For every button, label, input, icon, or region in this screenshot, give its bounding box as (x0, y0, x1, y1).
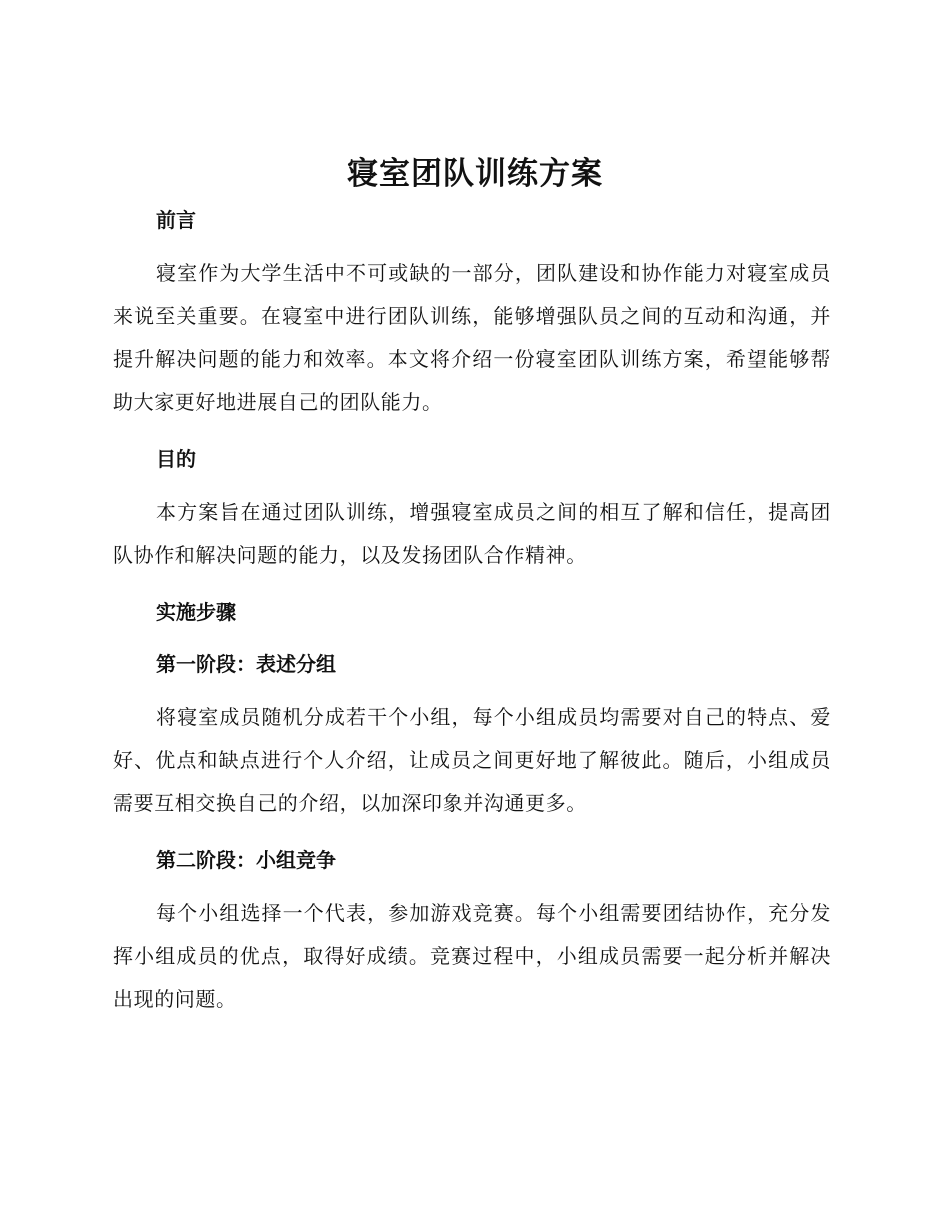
section-heading-purpose: 目的 (156, 447, 196, 471)
paragraph-purpose: 本方案旨在通过团队训练，增强寝室成员之间的相互了解和信任，提高团队协作和解决问题的能力，以及发扬团队合作精神。 (113, 500, 831, 567)
document-body (113, 200, 831, 1021)
section-heading-preface: 前言 (156, 208, 196, 232)
section-heading-steps: 实施步骤 (156, 600, 236, 624)
section-heading-phase1: 第一阶段：表述分组 (156, 652, 336, 676)
section-heading-phase2: 第二阶段：小组竞争 (156, 848, 336, 872)
paragraph-preface: 寝室作为大学生活中不可或缺的一部分，团队建设和协作能力对寝室成员来说至关重要。在寝室中进行团队训练，能够增强队员之间的互动和沟通，并提升解决问题的能力和效率。本文将介绍一份寝室团队训练方案，希望能够帮助大家更好地进展自己的团队能力。 (113, 261, 831, 414)
paragraph-phase2: 每个小组选择一个代表，参加游戏竞赛。每个小组需要团结协作，充分发挥小组成员的优点，取得好成绩。竞赛过程中，小组成员需要一起分析并解决出现的问题。 (113, 901, 831, 1011)
paragraph-phase1: 将寝室成员随机分成若干个小组，每个小组成员均需要对自己的特点、爱好、优点和缺点进行个人介绍，让成员之间更好地了解彼此。随后，小组成员需要互相交换自己的介绍，以加深印象并沟通更多。 (113, 705, 831, 815)
document-title: 寝室团队训练方案 (347, 156, 603, 192)
